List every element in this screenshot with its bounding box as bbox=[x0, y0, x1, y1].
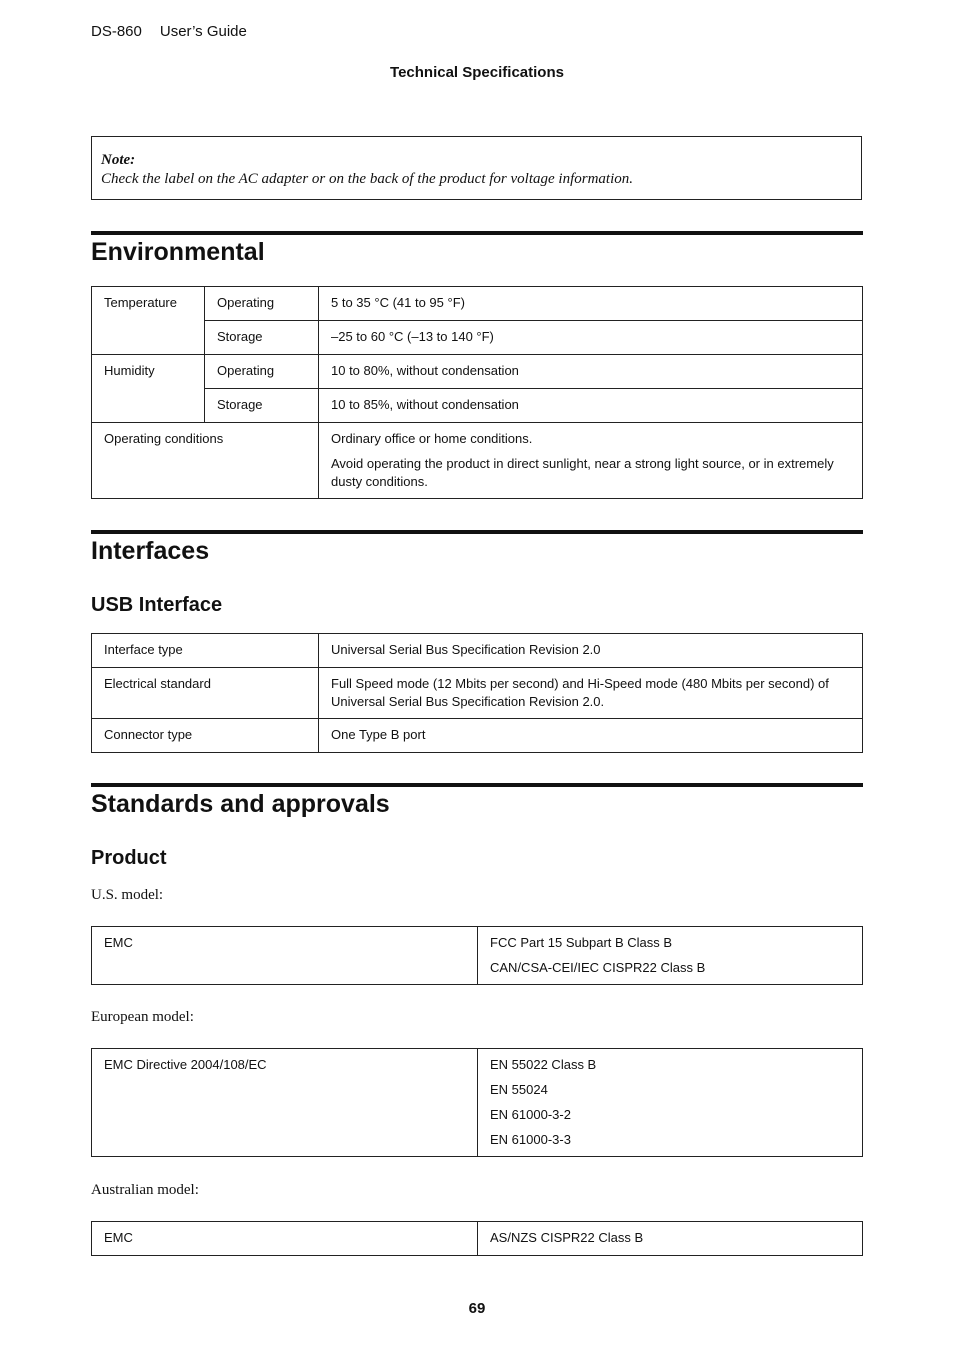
table-row bbox=[92, 719, 863, 753]
running-header bbox=[91, 23, 247, 40]
us-model-table bbox=[91, 926, 863, 985]
heading-product: Product bbox=[91, 847, 167, 869]
au-emc-value: AS/NZS CISPR22 Class B bbox=[478, 1222, 863, 1256]
usb-row-label: Interface type bbox=[92, 634, 319, 668]
usb-table bbox=[91, 633, 863, 753]
table-row bbox=[92, 1222, 863, 1256]
doc-model: DS-860 bbox=[91, 23, 142, 40]
us-emc-value: CAN/CSA-CEI/IEC CISPR22 Class B bbox=[490, 960, 706, 975]
note-box bbox=[91, 136, 862, 200]
note-label: Note: bbox=[101, 152, 136, 168]
humidity-label: Humidity bbox=[92, 355, 205, 423]
usb-row-label: Connector type bbox=[92, 719, 319, 753]
eu-emc-value: EN 61000-3-2 bbox=[490, 1107, 571, 1122]
hum-storage-label: Storage bbox=[205, 389, 319, 423]
temp-storage-value: –25 to 60 °C (–13 to 140 °F) bbox=[319, 321, 863, 355]
european-model-label: European model: bbox=[91, 1009, 194, 1025]
environmental-table bbox=[91, 286, 863, 499]
doc-guide-title: User’s Guide bbox=[159, 23, 247, 40]
heading-usb-interface: USB Interface bbox=[91, 594, 223, 616]
heading-environmental: Environmental bbox=[91, 231, 863, 267]
temp-operating-value: 5 to 35 °C (41 to 95 °F) bbox=[319, 287, 863, 321]
eu-emc-value: EN 55022 Class B bbox=[490, 1057, 597, 1072]
conditions-value bbox=[319, 423, 863, 499]
eu-emc-values bbox=[478, 1049, 863, 1157]
temperature-label: Temperature bbox=[92, 287, 205, 355]
european-model-table bbox=[91, 1048, 863, 1157]
hum-operating-value: 10 to 80%, without condensation bbox=[319, 355, 863, 389]
table-row bbox=[92, 423, 863, 499]
table-row bbox=[92, 927, 863, 985]
usb-row-value: One Type B port bbox=[319, 719, 863, 753]
us-emc-values bbox=[478, 927, 863, 985]
us-emc-label: EMC bbox=[92, 927, 478, 985]
temp-storage-label: Storage bbox=[205, 321, 319, 355]
usb-row-value: Universal Serial Bus Specification Revision 2.0 bbox=[319, 634, 863, 668]
hum-storage-value: 10 to 85%, without condensation bbox=[319, 389, 863, 423]
australian-model-label: Australian model: bbox=[91, 1182, 199, 1198]
table-row bbox=[92, 287, 863, 321]
us-emc-value: FCC Part 15 Subpart B Class B bbox=[490, 935, 673, 950]
note-text: Check the label on the AC adapter or on the back of the product for voltage information. bbox=[101, 171, 634, 187]
table-row bbox=[92, 389, 863, 423]
heading-interfaces: Interfaces bbox=[91, 530, 863, 566]
hum-operating-label: Operating bbox=[205, 355, 319, 389]
us-model-label: U.S. model: bbox=[91, 887, 164, 903]
section-title: Technical Specifications bbox=[390, 64, 564, 81]
usb-row-label: Electrical standard bbox=[92, 668, 319, 719]
conditions-line-2: Avoid operating the product in direct sunlight, near a strong light source, or in extremely dusty conditions. bbox=[331, 456, 834, 489]
conditions-line-1: Ordinary office or home conditions. bbox=[331, 431, 533, 446]
table-row bbox=[92, 1049, 863, 1157]
australian-model-table bbox=[91, 1221, 863, 1256]
page-number: 69 bbox=[468, 1300, 486, 1317]
conditions-label: Operating conditions bbox=[92, 423, 319, 499]
heading-standards: Standards and approvals bbox=[91, 783, 863, 819]
table-row bbox=[92, 321, 863, 355]
table-row bbox=[92, 355, 863, 389]
eu-emc-label: EMC Directive 2004/108/EC bbox=[92, 1049, 478, 1157]
table-row bbox=[92, 668, 863, 719]
table-row bbox=[92, 634, 863, 668]
usb-row-value: Full Speed mode (12 Mbits per second) and Hi-Speed mode (480 Mbits per second) of Universal Serial Bus Specification Revision 2.0. bbox=[319, 668, 863, 719]
eu-emc-value: EN 55024 bbox=[490, 1082, 548, 1097]
au-emc-label: EMC bbox=[92, 1222, 478, 1256]
temp-operating-label: Operating bbox=[205, 287, 319, 321]
eu-emc-value: EN 61000-3-3 bbox=[490, 1132, 571, 1147]
